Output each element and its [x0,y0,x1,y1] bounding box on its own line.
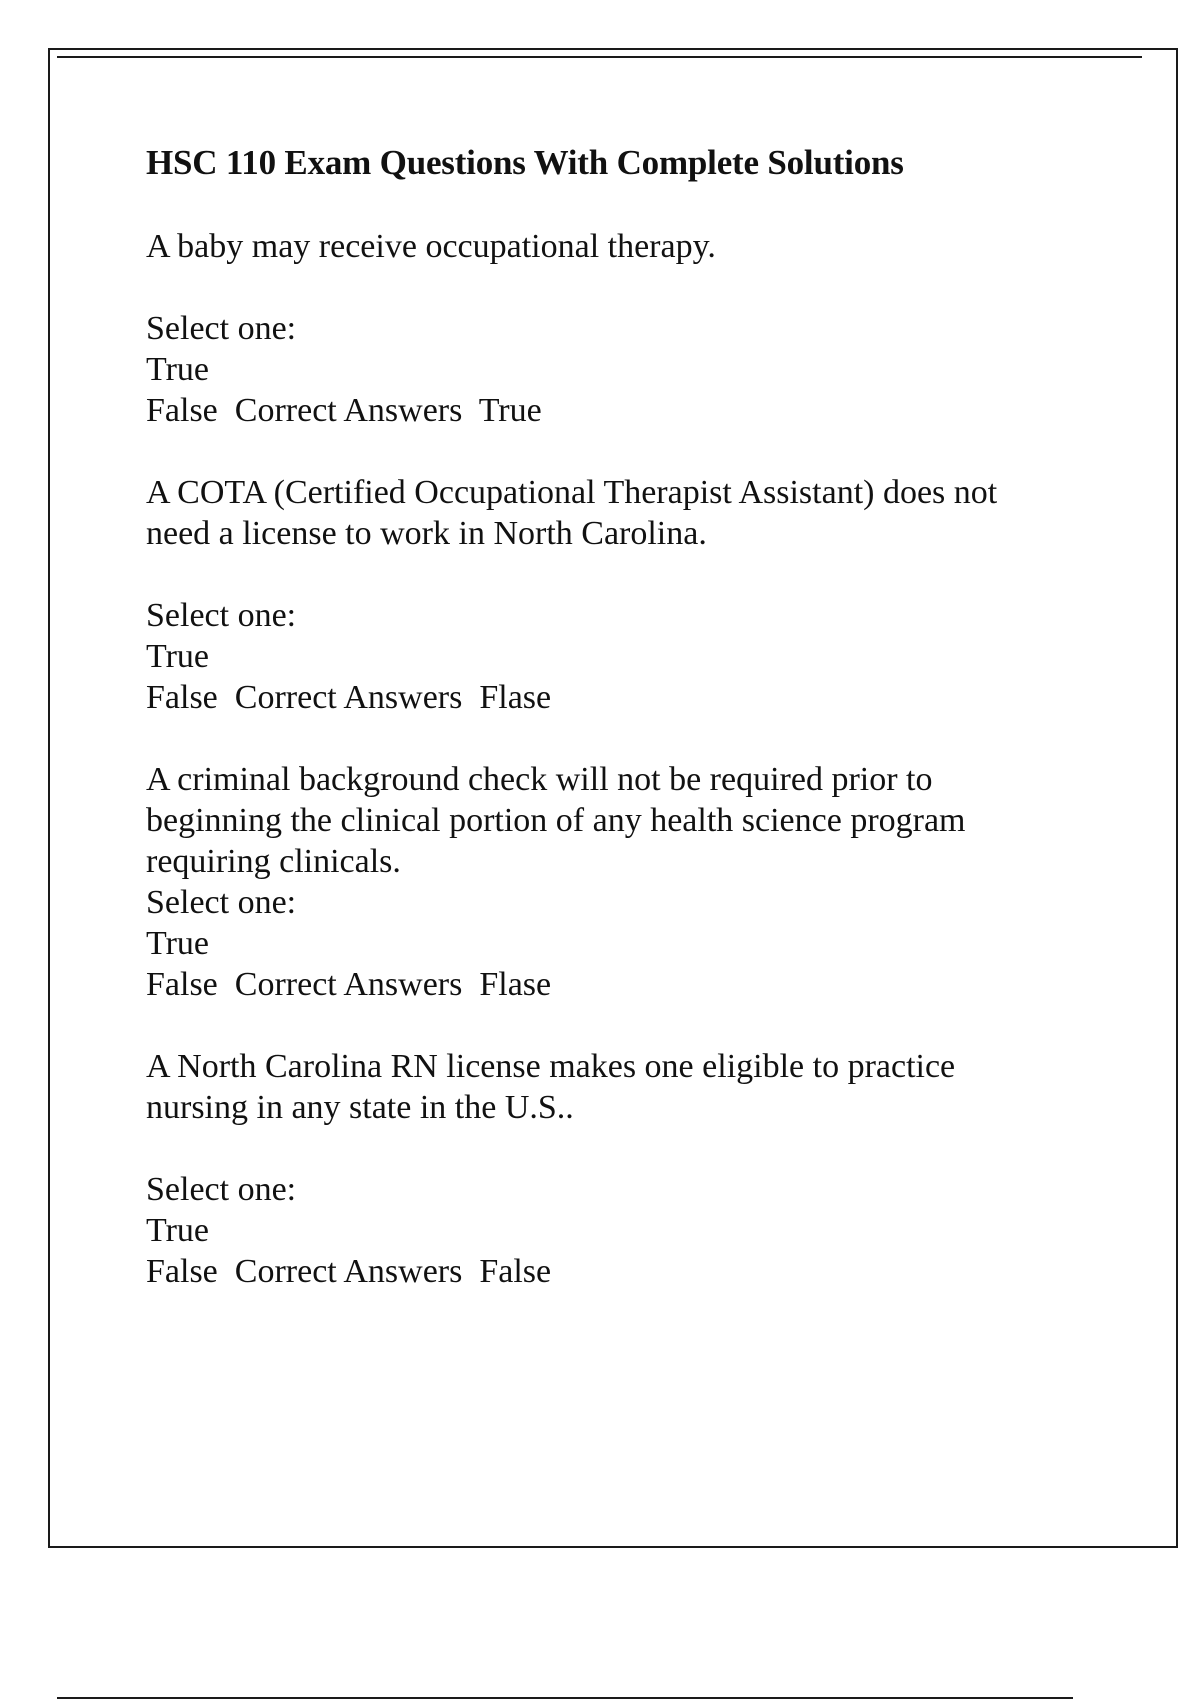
question-3-prompt: Select one: [146,884,297,921]
question-1-option-true: True [146,351,209,388]
question-4-prompt: Select one: [146,1171,297,1208]
question-2-answer-label: Correct Answers [234,679,463,716]
question-3-answer-label: Correct Answers [234,966,463,1003]
question-2-answer: Flase [479,679,552,716]
question-3-answer: Flase [479,966,552,1003]
question-4-text-line-1: A North Carolina RN license makes one eligible to practice [146,1048,956,1085]
question-3 [146,759,1076,1046]
document-title: HSC 110 Exam Questions With Complete Solutions [146,143,904,182]
document-content [146,142,1076,1292]
question-4-answer-label: Correct Answers [234,1253,463,1290]
question-1-answer-line [146,390,1076,431]
question-1-option-false: False [146,392,218,429]
question-2-answer-line [146,677,1076,718]
question-2-text-line-1: A COTA (Certified Occupational Therapist Assistant) does not [146,474,998,511]
question-2-option-true: True [146,638,209,675]
question-2-text-line-2: need a license to work in North Carolina. [146,515,707,552]
question-4 [146,1046,1076,1292]
question-1-prompt: Select one: [146,310,297,347]
question-4-answer-line [146,1251,1076,1292]
question-1-answer-label: Correct Answers [234,392,463,429]
question-3-answer-line [146,964,1076,1005]
question-1 [146,226,1076,472]
question-1-answer: True [478,392,542,429]
question-1-text: A baby may receive occupational therapy. [146,228,716,265]
question-4-text-line-2: nursing in any state in the U.S.. [146,1089,574,1126]
question-4-option-false: False [146,1253,218,1290]
question-4-answer: False [479,1253,552,1290]
question-3-option-false: False [146,966,218,1003]
question-2-prompt: Select one: [146,597,297,634]
header-rule [57,56,1142,58]
question-3-text-line-3: requiring clinicals. [146,843,401,880]
question-3-option-true: True [146,925,209,962]
footer-rule [57,1697,1073,1699]
question-3-text-line-1: A criminal background check will not be required prior to [146,761,933,798]
question-2 [146,472,1076,759]
question-3-text-line-2: beginning the clinical portion of any health science program [146,802,966,839]
question-2-option-false: False [146,679,218,716]
question-4-option-true: True [146,1212,209,1249]
